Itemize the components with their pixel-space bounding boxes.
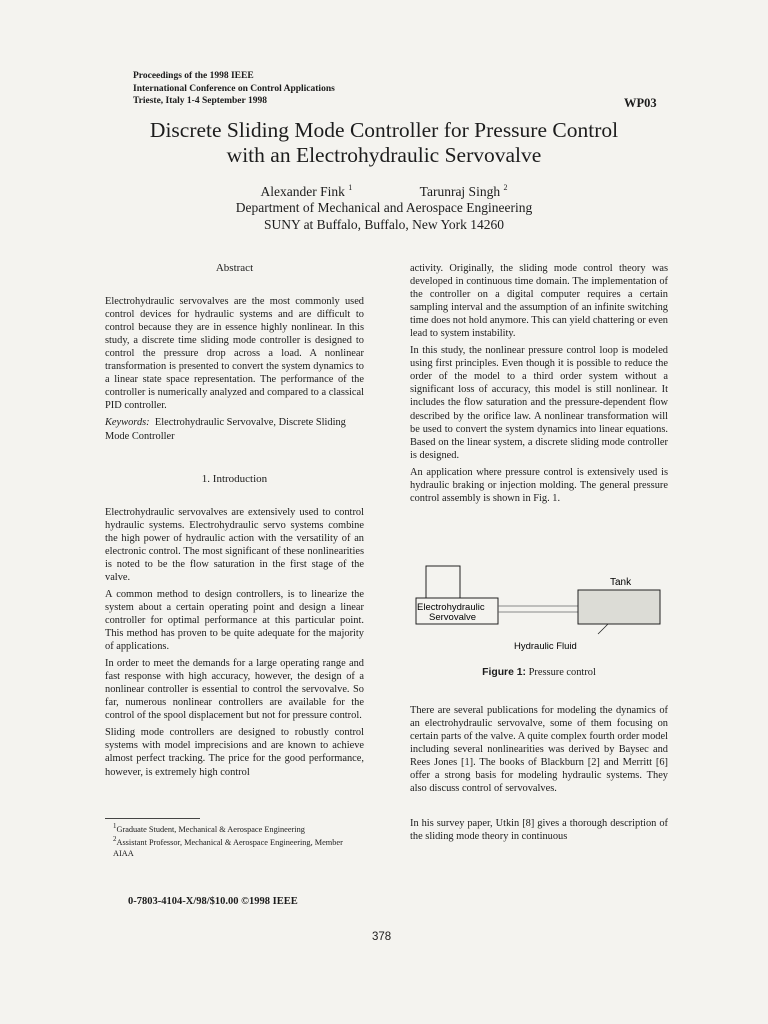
abstract-text: Electrohydraulic servovalves are the most commonly used control devices for hydraulic systems and are difficult to control because they are in essence highly nonlinear. In this study, a discrete time sliding mode controller is designed to control the pressure drop across a load. A nonlinear transformation is presented to convert the system dynamics to a linear state space representation. The performance of the controller is numerically analyzed and compared to a classical PID controller. — [105, 296, 364, 412]
keywords-label: Keywords: — [105, 417, 150, 429]
footnotes — [113, 822, 365, 859]
conference-line-1: Proceedings of the 1998 IEEE — [133, 71, 254, 81]
conference-line-3: Trieste, Italy 1-4 September 1998 — [133, 96, 267, 106]
left-column — [105, 262, 364, 783]
hydraulic-fluid-label: Hydraulic Fluid — [514, 641, 577, 652]
right-column-bottom — [410, 704, 668, 847]
footnote-1-mark: 1 — [113, 823, 117, 830]
right-paragraph-1: activity. Originally, the sliding mode control theory was developed in continuous time domain. The implementation of the controller on a digital computer requires a certain sampling interval and the assumption of an infinite switching time does not hold anymore. This can yield chattering or even lead to system instability. — [410, 263, 668, 340]
servovalve-label-1: Electrohydraulic — [417, 602, 485, 613]
footnote-2-text: Assistant Professor, Mechanical & Aerospace Engineering, Member AIAA — [113, 838, 343, 858]
intro-paragraph-4: Sliding mode controllers are designed to robustly control systems with model imprecisions and are known to achieve almost perfect tracking. The price for the good performance, however, is extremely high control — [105, 727, 364, 778]
servo-motor-box — [426, 566, 460, 598]
footnote-rule — [105, 818, 200, 819]
institution: SUNY at Buffalo, Buffalo, New York 14260 — [263, 216, 505, 232]
abstract-heading: Abstract — [215, 262, 254, 274]
author-1-mark: 1 — [348, 183, 353, 192]
right-paragraph-2: In this study, the nonlinear pressure control loop is modeled using first principles. Even though it is possible to reduce the order of the model to a third order system without a significant loss of accuracy, this model is still nonlinear. It includes the flow saturation and the pressure-dependent flow described by the orifice law. A nonlinear transformation will be used to convert the system dynamics into linear equations. Based on the linear system, a discrete sliding mode controller is designed. — [410, 345, 668, 461]
title-line-1: Discrete Sliding Mode Controller for Pressure Control — [149, 118, 619, 142]
intro-paragraph-1: Electrohydraulic servovalves are extensively used to control hydraulic systems. Electrohydraulic servo systems combine the high power of hydraulic action with the versatility of an electronic control. The most significant of these nonlinearities is noted to be the flow saturation in the first stage of the valve. — [105, 506, 364, 583]
author-block — [60, 180, 708, 233]
session-code: WP03 — [624, 96, 657, 110]
right-paragraph-4: There are several publications for modeling the dynamics of an electrohydraulic servovalve, some of them focusing on certain parts of the valve. A quite complex fourth order model including several nonlinearities was derived by Baysec and Rees Jones [1]. The books of Blackburn [2] and Merritt [6] offer a strong basis for modeling hydraulic systems. They also discuss control of servovalves. — [410, 705, 668, 795]
introduction-heading: 1. Introduction — [201, 472, 268, 485]
footnote-2-mark: 2 — [113, 836, 117, 844]
page-number: 378 — [372, 931, 392, 943]
right-paragraph-3: An application where pressure control is extensively used is hydraulic braking or injection molding. The general pressure control assembly is shown in Fig. 1. — [410, 466, 668, 504]
footnote-1-text: Graduate Student, Mechanical & Aerospace Engineering — [116, 824, 305, 834]
figure-pressure-control — [410, 560, 668, 660]
conference-line-2: International Conference on Control Applications — [133, 83, 335, 94]
tank-box — [578, 590, 660, 624]
servovalve-label-2: Servovalve — [429, 612, 476, 623]
title-line-2: with an Electrohydraulic Servovalve — [226, 143, 542, 167]
author-2-mark: 2 — [503, 183, 508, 192]
author-1 — [261, 180, 353, 200]
conference-info — [133, 70, 335, 108]
keywords-text: Electrohydraulic Servovalve, Discrete Sliding Mode Controller — [105, 417, 346, 442]
author-2 — [420, 180, 508, 200]
figure-caption-text: Pressure control — [528, 667, 596, 678]
right-column-top — [410, 262, 668, 509]
intro-paragraph-3: In order to meet the demands for a large operating range and fast response with high accuracy, however, the design of a nonlinear controller is essential to control the servovalve. So far, numerous nonlinear controllers are available for the control of the spool displacement but not for pressure control. — [105, 658, 364, 722]
keywords — [105, 416, 364, 442]
intro-paragraph-2: A common method to design controllers, is to linearize the system about a certain operating point and design a linear controller for optimal performance at this particular point. This method has proven to be quite adequate for the majority of applications. — [105, 588, 364, 653]
fluid-pointer-line — [598, 624, 608, 634]
author-1-name: Alexander Fink — [260, 183, 345, 199]
figure-caption-label: Figure 1: — [482, 667, 527, 678]
figure-caption — [410, 667, 668, 678]
footnote-1 — [113, 822, 365, 835]
right-paragraph-5: In his survey paper, Utkin [8] gives a thorough description of the sliding mode theory in continuous — [410, 818, 668, 843]
tank-label: Tank — [610, 577, 632, 588]
copyright-notice: 0-7803-4104-X/98/$10.00 ©1998 IEEE — [128, 896, 298, 907]
author-2-name: Tarunraj Singh — [419, 183, 501, 199]
footnote-2 — [113, 835, 365, 859]
author-names — [60, 180, 708, 200]
paper-title — [60, 118, 708, 168]
department: Department of Mechanical and Aerospace Engineering — [235, 200, 533, 215]
